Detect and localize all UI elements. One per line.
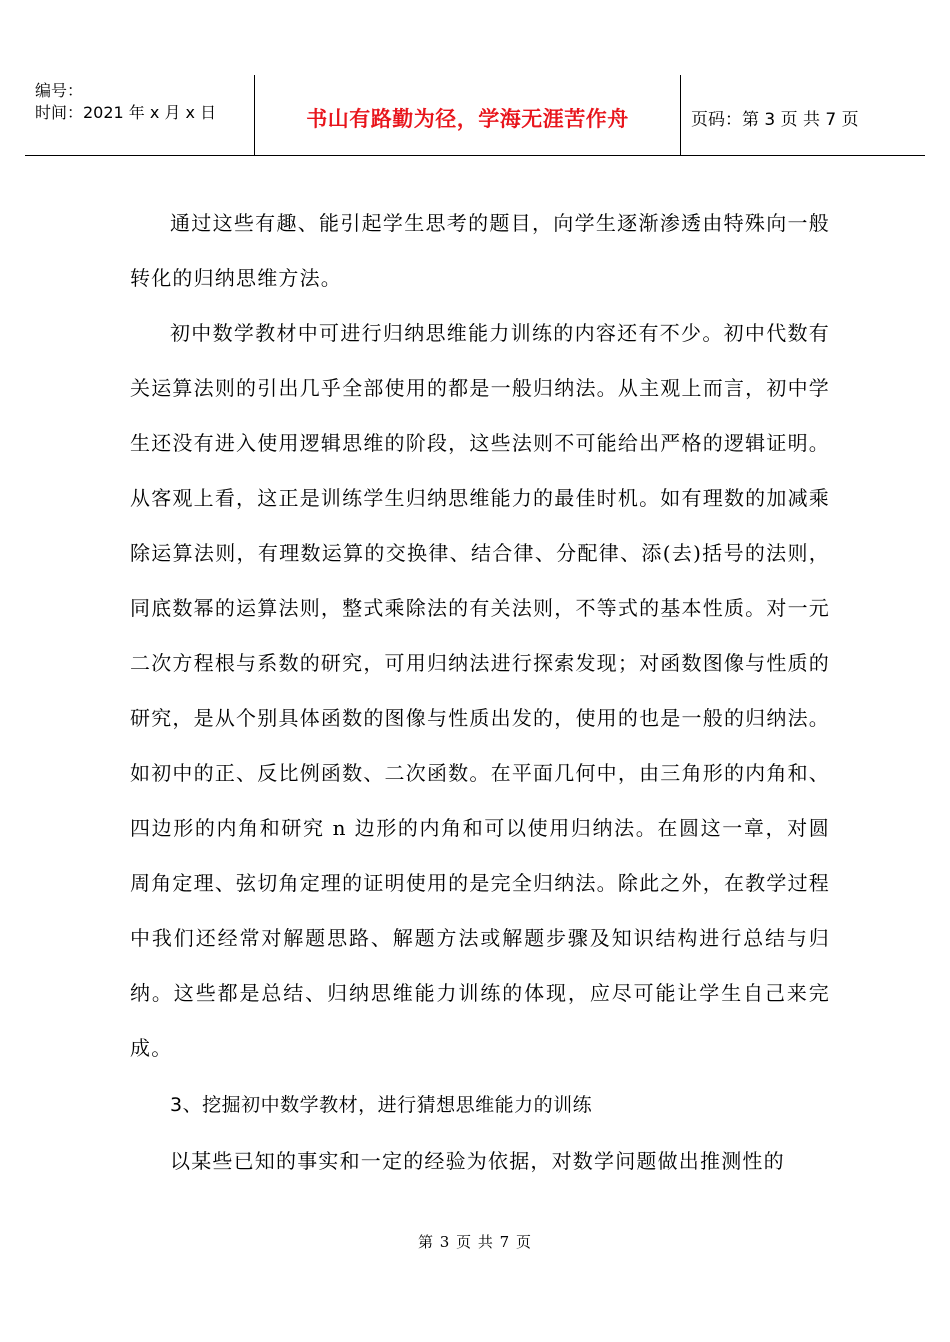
document-body (130, 196, 830, 1189)
header-page-label: 页码：第 3 页 共 7 页 (691, 110, 859, 130)
page-footer: 第 3 页 共 7 页 (418, 1233, 532, 1251)
paragraph: 初中数学教材中可进行归纳思维能力训练的内容还有不少。初中代数有关运算法则的引出几乎全部使用的都是一般归纳法。从主观上而言，初中学生还没有进入使用逻辑思维的阶段，这些法则不可能给出严格的逻辑证明。从客观上看，这正是训练学生归纳思维能力的最佳时机。如有理数的加减乘除运算法则，有理数运算的交换律、结合律、分配律、添(去)括号的法则，同底数幂的运算法则，整式乘除法的有关法则，不等式的基本性质。对一元二次方程根与系数的研究，可用归纳法进行探索发现；对函数图像与性质的研究，是从个别具体函数的图像与性质出发的，使用的也是一般的归纳法。如初中的正、反比例函数、二次函数。在平面几何中，由三角形的内角和、四边形的内角和研究 n 边形的内角和可以使用归纳法。在圆这一章，对圆周角定理、弦切角定理的证明使用的是完全归纳法。除此之外，在教学过程中我们还经常对解题思路、解题方法或解题步骤及知识结构进行总结与归纳。这些都是总结、归纳思维能力训练的体现，应尽可能让学生自己来完成。 (130, 321, 830, 1060)
paragraph: 通过这些有趣、能引起学生思考的题目，向学生逐渐渗透由特殊向一般转化的归纳思维方法。 (130, 211, 830, 290)
date-label: 时间：2021 年 x 月 x 日 (35, 103, 217, 122)
section-heading: 3、挖掘初中数学教材，进行猜想思维能力的训练 (170, 1094, 593, 1116)
header-motto: 书山有路勤为径，学海无涯苦作舟 (306, 107, 629, 131)
header-divider-right (680, 75, 681, 155)
header-meta (35, 80, 216, 124)
paragraph: 以某些已知的事实和一定的经验为依据，对数学问题做出推测性的 (170, 1149, 785, 1173)
page-header (25, 75, 925, 156)
number-label: 编号： (35, 81, 84, 100)
